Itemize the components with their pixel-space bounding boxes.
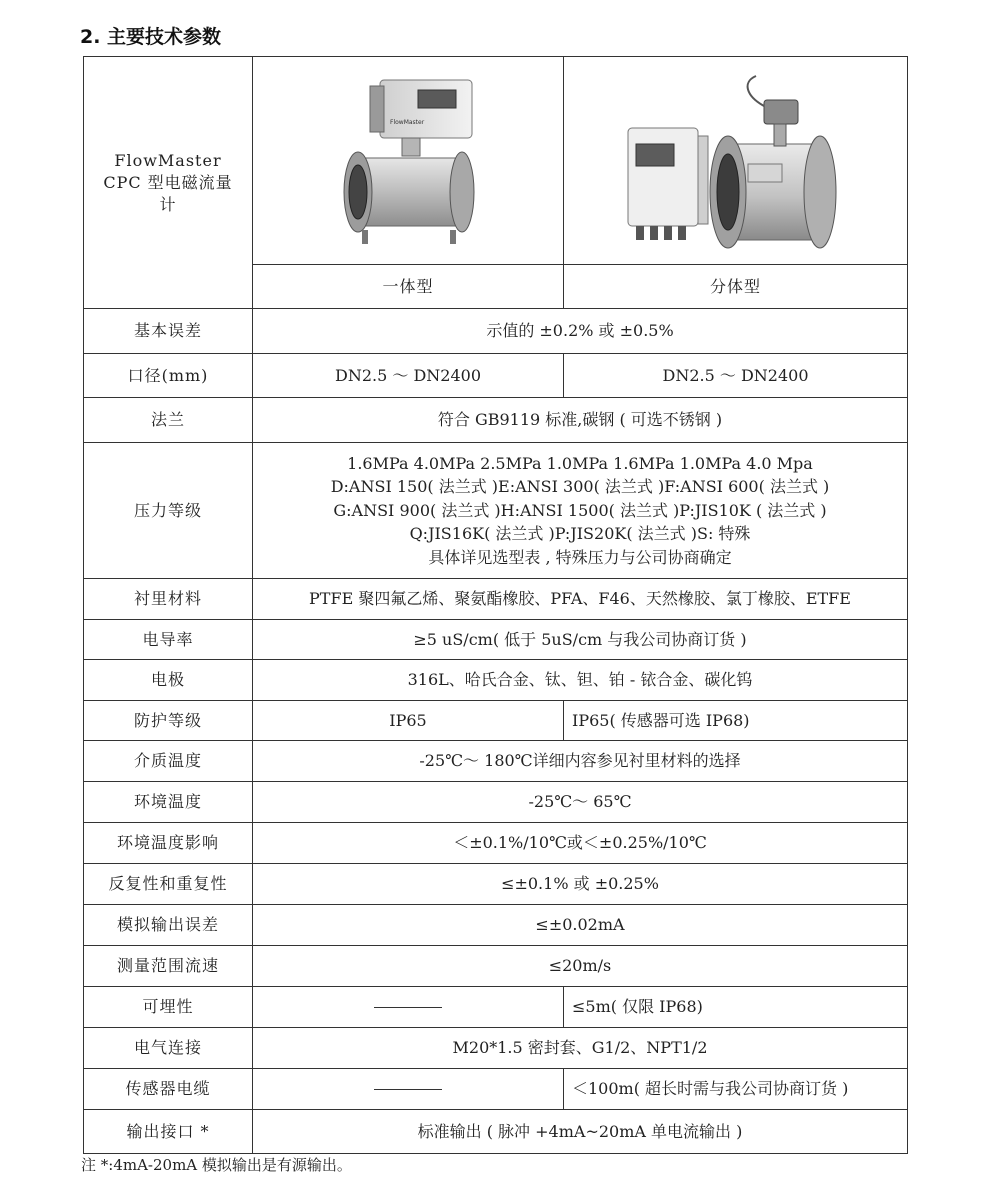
row-conductivity — [84, 620, 908, 660]
row-value: 316L、哈氏合金、钛、钽、铂 - 铱合金、碳化钨 — [253, 660, 908, 701]
product-image-row — [84, 57, 908, 265]
row-protection — [84, 701, 908, 741]
footnote: 注 *:4mA-20mA 模拟输出是有源输出。 — [81, 1156, 352, 1174]
row-value: M20*1.5 密封套、G1/2、NPT1/2 — [253, 1028, 908, 1069]
not-applicable-dash — [374, 1089, 442, 1090]
row-value: ≤±0.1% 或 ±0.25% — [253, 864, 908, 905]
row-label: 环境温度影响 — [84, 823, 253, 864]
row-label: 口径(mm) — [84, 354, 253, 398]
row-value-split: DN2.5 ～ DN2400 — [564, 354, 908, 398]
pressure-line: Q:JIS16K( 法兰式 )P:JIS20K( 法兰式 )S: 特殊 — [409, 524, 751, 544]
integrated-image-cell — [253, 57, 564, 265]
device-brand-label: FlowMaster — [390, 118, 425, 126]
row-label: 环境温度 — [84, 782, 253, 823]
row-value: 示值的 ±0.2% 或 ±0.5% — [253, 309, 908, 354]
pressure-line: D:ANSI 150( 法兰式 )E:ANSI 300( 法兰式 )F:ANSI 600( 法兰式 ) — [330, 477, 830, 497]
row-value-split: IP65( 传感器可选 IP68) — [564, 701, 908, 741]
row-value: ≤20m/s — [253, 946, 908, 987]
type-split: 分体型 — [564, 265, 908, 309]
row-value-integrated — [253, 1069, 564, 1110]
pressure-values — [253, 443, 908, 579]
row-label: 测量范围流速 — [84, 946, 253, 987]
row-flow-speed — [84, 946, 908, 987]
row-label: 电导率 — [84, 620, 253, 660]
row-label: 衬里材料 — [84, 579, 253, 620]
integrated-flowmeter-image — [318, 66, 498, 256]
row-label: 电极 — [84, 660, 253, 701]
row-label: 反复性和重复性 — [84, 864, 253, 905]
row-label: 传感器电缆 — [84, 1069, 253, 1110]
row-ambient-temp — [84, 782, 908, 823]
type-integrated: 一体型 — [253, 265, 564, 309]
product-name-line3: 计 — [159, 194, 177, 214]
row-value: -25℃～ 65℃ — [253, 782, 908, 823]
not-applicable-dash — [374, 1007, 442, 1008]
row-value: ≤±0.02mA — [253, 905, 908, 946]
row-label: 电气连接 — [84, 1028, 253, 1069]
row-value-split: ≤5m( 仅限 IP68) — [564, 987, 908, 1028]
row-label: 法兰 — [84, 398, 253, 443]
row-value: 标准输出 ( 脉冲 +4mA~20mA 单电流输出 ) — [253, 1110, 908, 1154]
pressure-line: 1.6MPa 4.0MPa 2.5MPa 1.0MPa 1.6MPa 1.0MPa 4.0 Mpa — [347, 453, 813, 473]
row-value-split: ＜100m( 超长时需与我公司协商订货 ) — [564, 1069, 908, 1110]
row-repeatability — [84, 864, 908, 905]
row-analog-error — [84, 905, 908, 946]
product-name-line1: FlowMaster — [114, 150, 222, 170]
row-basic-error — [84, 309, 908, 354]
row-value: ≥5 uS/cm( 低于 5uS/cm 与我公司协商订货 ) — [253, 620, 908, 660]
row-electrical — [84, 1028, 908, 1069]
spec-table — [83, 56, 908, 1154]
row-value-integrated: DN2.5 ～ DN2400 — [253, 354, 564, 398]
split-image-cell — [564, 57, 908, 265]
row-flange — [84, 398, 908, 443]
row-sensor-cable — [84, 1069, 908, 1110]
row-buriable — [84, 987, 908, 1028]
row-medium-temp — [84, 741, 908, 782]
product-name-line2: CPC 型电磁流量 — [103, 172, 233, 192]
row-value: 符合 GB9119 标准,碳钢 ( 可选不锈钢 ) — [253, 398, 908, 443]
row-diameter — [84, 354, 908, 398]
row-ambient-effect — [84, 823, 908, 864]
row-electrode — [84, 660, 908, 701]
row-value-integrated: IP65 — [253, 701, 564, 741]
row-label: 防护等级 — [84, 701, 253, 741]
row-label: 模拟输出误差 — [84, 905, 253, 946]
row-label: 介质温度 — [84, 741, 253, 782]
product-name-cell — [84, 57, 253, 309]
row-output — [84, 1110, 908, 1154]
section-title: 2. 主要技术参数 — [80, 26, 222, 48]
row-label: 压力等级 — [84, 443, 253, 579]
row-pressure — [84, 443, 908, 579]
row-label: 输出接口 * — [84, 1110, 253, 1154]
row-lining — [84, 579, 908, 620]
row-label: 可埋性 — [84, 987, 253, 1028]
row-value: ＜±0.1%/10℃或＜±0.25%/10℃ — [253, 823, 908, 864]
row-label: 基本误差 — [84, 309, 253, 354]
row-value-integrated — [253, 987, 564, 1028]
row-value: PTFE 聚四氟乙烯、聚氨酯橡胶、PFA、F46、天然橡胶、氯丁橡胶、ETFE — [253, 579, 908, 620]
row-value: -25℃～ 180℃详细内容参见衬里材料的选择 — [253, 741, 908, 782]
pressure-line: 具体详见选型表 , 特殊压力与公司协商确定 — [428, 547, 732, 567]
pressure-line: G:ANSI 900( 法兰式 )H:ANSI 1500( 法兰式 )P:JIS10K ( 法兰式 ) — [333, 500, 827, 520]
split-flowmeter-image — [616, 66, 856, 256]
